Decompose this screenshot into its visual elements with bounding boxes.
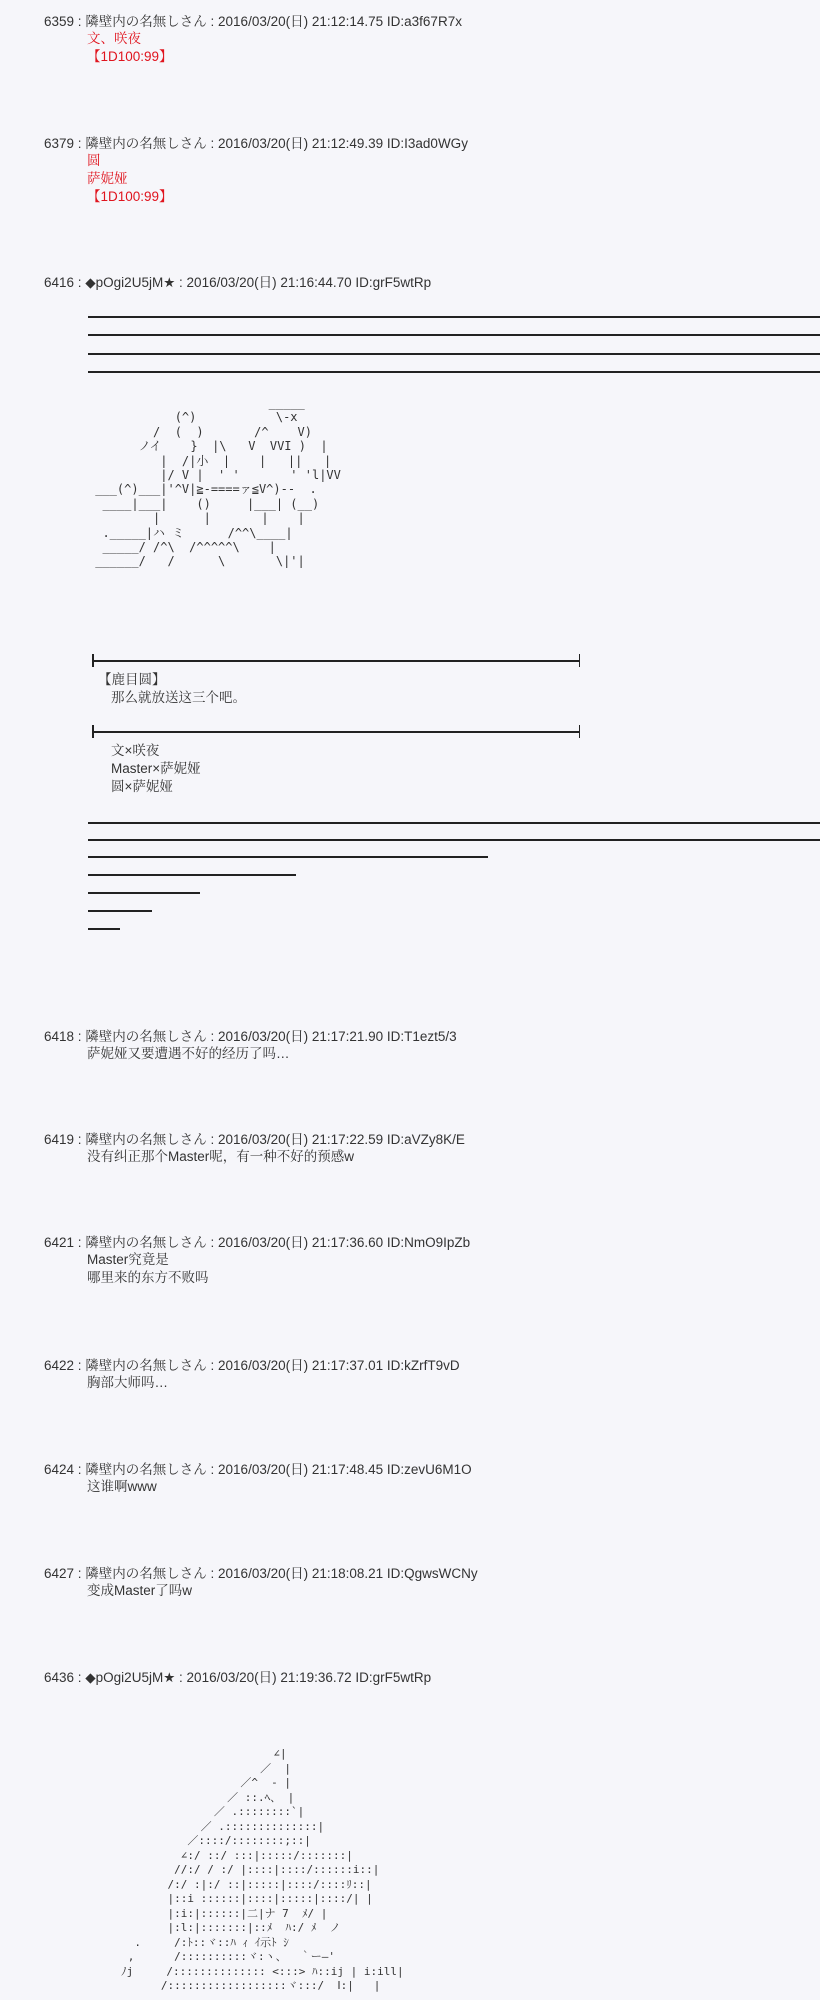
divider-line	[88, 892, 200, 894]
post-line: 萨妮娅	[87, 171, 128, 186]
post-6427	[44, 1565, 820, 1600]
post-header: 6424 : 隣壁内の名無しさん : 2016/03/20(日) 21:17:48.45 ID:zevU6M1O	[44, 1462, 472, 1477]
post-line: 没有纠正那个Master呢，有一种不好的预感w	[87, 1149, 355, 1164]
post-line: 这谁啊www	[87, 1479, 157, 1494]
divider-line	[88, 839, 820, 841]
divider-line	[88, 316, 820, 318]
post-6419	[44, 1131, 820, 1166]
divider-line	[88, 371, 820, 373]
speaker-name: 【鹿目圆】	[98, 672, 166, 687]
pairing-item: 文×咲夜	[111, 743, 160, 758]
speech-frame-bottom	[92, 731, 580, 733]
post-6359	[44, 13, 820, 66]
divider-line	[88, 353, 820, 355]
post-header: 6419 : 隣壁内の名無しさん : 2016/03/20(日) 21:17:22.59 ID:aVZy8K/E	[44, 1132, 465, 1147]
pairing-item: Master×萨妮娅	[111, 761, 201, 776]
post-6422	[44, 1357, 820, 1392]
post-header: 6422 : 隣壁内の名無しさん : 2016/03/20(日) 21:17:37.01 ID:kZrfT9vD	[44, 1358, 460, 1373]
post-line: 哪里来的东方不败吗	[87, 1270, 209, 1285]
divider-line	[88, 874, 296, 876]
divider-line	[88, 856, 488, 858]
post-6379	[44, 135, 820, 206]
post-line: Master究竟是	[87, 1252, 169, 1267]
post-line: 文、咲夜	[87, 31, 141, 46]
post-line: 变成Master了吗w	[87, 1583, 193, 1598]
post-line: 胸部大师吗…	[87, 1375, 168, 1390]
post-6436	[44, 1669, 820, 1686]
post-6416	[44, 274, 820, 291]
pairing-list	[111, 742, 201, 796]
divider-line	[88, 334, 820, 336]
pairing-item: 圆×萨妮娅	[111, 779, 173, 794]
divider-line	[88, 822, 820, 824]
post-6421	[44, 1234, 820, 1287]
post-header: 6418 : 隣壁内の名無しさん : 2016/03/20(日) 21:17:21.90 ID:T1ezt5/3	[44, 1029, 457, 1044]
post-header: 6379 : 隣壁内の名無しさん : 2016/03/20(日) 21:12:49.39 ID:I3ad0WGy	[44, 136, 468, 151]
post-line: 圆	[87, 153, 101, 168]
post-header: 6421 : 隣壁内の名無しさん : 2016/03/20(日) 21:17:36.60 ID:NmO9IpZb	[44, 1235, 471, 1250]
post-6418	[44, 1028, 820, 1063]
divider-line	[88, 910, 152, 912]
dice-result: 【1D100:99】	[87, 189, 173, 204]
post-header: 6436 : ◆pOgi2U5jM★ : 2016/03/20(日) 21:19:36.72 ID:grF5wtRp	[44, 1670, 432, 1685]
speech-frame-top	[92, 660, 580, 662]
dice-result: 【1D100:99】	[87, 49, 173, 64]
post-header: 6427 : 隣壁内の名無しさん : 2016/03/20(日) 21:18:08.21 ID:QgwsWCNy	[44, 1566, 478, 1581]
post-line: 萨妮娅又要遭遇不好的经历了吗…	[87, 1046, 290, 1061]
ascii-art-figure: ∠| ／ | ／^ - | ／ ::.ﾍ、 | ／ .::::::::`| ／ .::::::::::::::| ／::::/::::::::;::| ∠:/ ::/ :::|:::::/:::::::| //:/ / :/ |::::|::::/::::::i::| /:/ :|:/ ::|:::::|::::/::::ﾘ::| |::i ::::::|::::|:::::|::::/| | |:i:|::::::|二|ナ 7 ﾒ/ | |:l:|:::::::|::ﾒ ﾊ:/ ﾒ ノ . /:ﾄ::ヾ::ﾊ ｨ ｲ示ﾄ ｼ , /::::::::::ヾ:ヽ、 ｀ー―' ﾉj /:::::::::::::: <:::> ﾊ::ij | i:ill| /::::::::::::::::::ヾ:::/ Ⅰ:| |	[121, 1747, 404, 1992]
speech-text: 那么就放送这三个吧。	[111, 690, 246, 705]
post-6424	[44, 1461, 820, 1496]
post-header: 6359 : 隣壁内の名無しさん : 2016/03/20(日) 21:12:14.75 ID:a3f67R7x	[44, 14, 462, 29]
ascii-art-madoka: _____ (^) \-x / ( ) /^ V) ノイ } |\ V VVI ) | | /|小 | | || | |/ V | ' ' ' 'l|VV ___(^)___|'^V|≧-====ァ≦V^)-- . ____|___| () |___| (__) | | | | ._____|ハ ミ /^^\____| _____/ /^\ /^^^^^\ | ______/ / \ \|'|	[95, 396, 341, 569]
divider-line	[88, 928, 120, 930]
post-header: 6416 : ◆pOgi2U5jM★ : 2016/03/20(日) 21:16:44.70 ID:grF5wtRp	[44, 275, 432, 290]
